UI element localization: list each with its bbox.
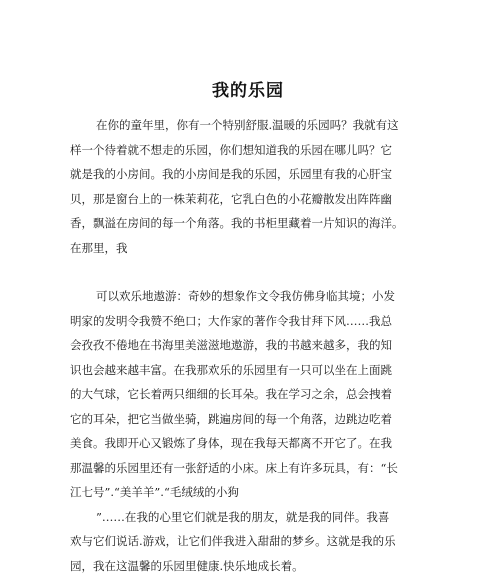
text-line: 贝，那是窗台上的一株茉莉花，它乳白色的小花瓣散发出阵阵幽 [70, 187, 428, 212]
text-line: 美食。我即开心又锻炼了身体，现在我每天都离不开它了。在我 [70, 431, 428, 456]
text-line: 会孜孜不倦地在书海里美滋滋地遨游，我的书越来越多，我的知 [70, 333, 428, 358]
paragraph-2 [70, 284, 428, 578]
text-line: 可以欢乐地遨游：奇妙的想象作文令我仿佛身临其境；小发 [70, 284, 428, 309]
paragraph-1 [70, 113, 428, 260]
text-line: 欢与它们说话.游戏，让它们伴我进入甜甜的梦乡。这就是我的乐 [70, 529, 428, 554]
text-line: 明家的发明令我赞不绝口；大作家的著作令我甘拜下风……我总 [70, 309, 428, 334]
text-line: 的大气球，它长着两只细细的长耳朵。我在学习之余，总会拽着 [70, 382, 428, 407]
text-line: 识也会越来越丰富。在我那欢乐的乐园里有一只可以坐在上面跳 [70, 358, 428, 383]
document-title: 我的乐园 [0, 76, 496, 101]
text-line: ”……在我的心里它们就是我的朋友，就是我的同伴。我喜 [70, 505, 428, 530]
text-line: 就是我的小房间。我的小房间是我的乐园，乐园里有我的心肝宝 [70, 162, 428, 187]
text-line: 它的耳朵，把它当做坐骑，跳遍房间的每一个角落，边跳边吃着 [70, 407, 428, 432]
text-line: 那温馨的乐园里还有一张舒适的小床。床上有许多玩具，有：“长 [70, 456, 428, 481]
text-line: 在那里，我 [70, 236, 428, 261]
text-line: 香，飘溢在房间的每一个角落。我的书柜里藏着一片知识的海洋。 [70, 211, 428, 236]
text-line: 样一个待着就不想走的乐园，你们想知道我的乐园在哪儿吗？它 [70, 138, 428, 163]
text-line: 园，我在这温馨的乐园里健康.快乐地成长着。 [70, 554, 428, 578]
text-line: 江七号”.“美羊羊”.“毛绒绒的小狗 [70, 480, 428, 505]
text-line: 在你的童年里，你有一个特别舒服.温暖的乐园吗？我就有这 [70, 113, 428, 138]
